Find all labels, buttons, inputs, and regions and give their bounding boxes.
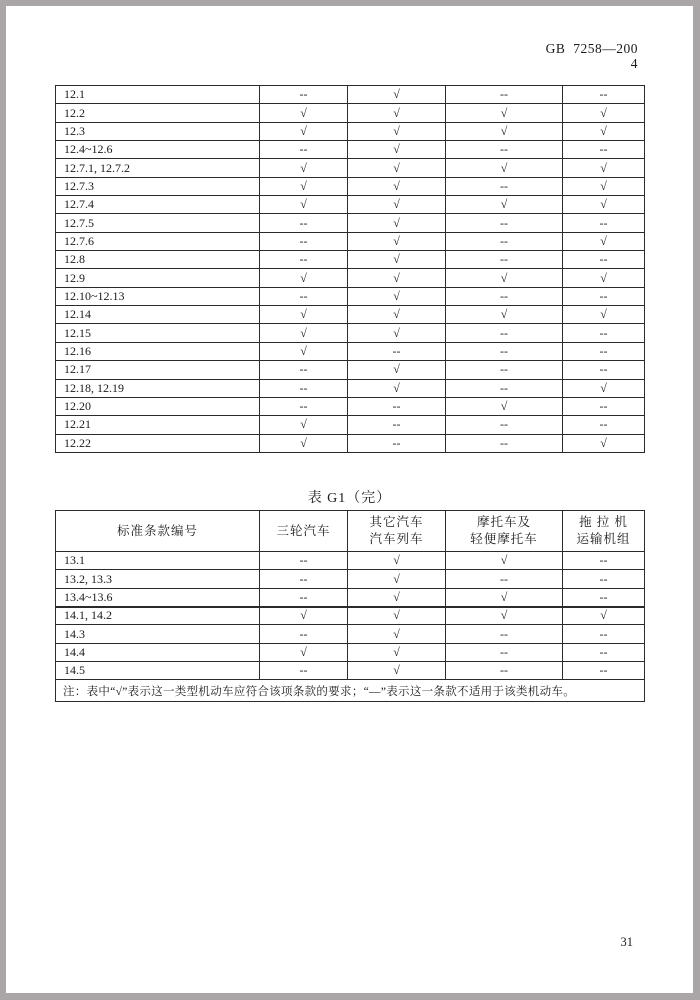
check-mark: √ [260,434,348,452]
check-mark: √ [260,159,348,177]
dash-mark: -- [446,287,563,305]
table-g1-final-title: 表 G1（完） [307,491,392,506]
table-row [56,379,645,397]
table-row [56,552,645,570]
clause-number: 12.7.3 [56,177,260,195]
col-header-three-wheeled-vehicle: 三轮汽车 [260,511,348,552]
dash-mark: -- [563,361,645,379]
clause-number: 12.18, 12.19 [56,379,260,397]
dash-mark: -- [260,361,348,379]
check-mark: √ [446,159,563,177]
dash-mark: -- [260,214,348,232]
check-mark: √ [260,416,348,434]
table-row [56,104,645,122]
clause-number: 12.10~12.13 [56,287,260,305]
clause-number: 12.17 [56,361,260,379]
table-row [56,324,645,342]
dash-mark: -- [446,214,563,232]
table-row [56,159,645,177]
table-row [56,361,645,379]
check-mark: √ [348,361,446,379]
table-row [56,397,645,415]
check-mark: √ [563,434,645,452]
clause-number: 14.4 [56,643,260,661]
table-g1-final [55,510,645,702]
dash-mark: -- [446,86,563,104]
table-row [56,269,645,287]
dash-mark: -- [563,287,645,305]
table-row [56,141,645,159]
dash-mark: -- [563,342,645,360]
check-mark: √ [260,196,348,214]
check-mark: √ [348,177,446,195]
page-number: 31 [620,935,633,949]
standard-code-header [546,41,638,71]
dash-mark: -- [563,625,645,643]
table-row [56,607,645,625]
table-row [56,306,645,324]
table-row [56,625,645,643]
clause-number: 13.2, 13.3 [56,570,260,588]
dash-mark: -- [446,361,563,379]
dash-mark: -- [348,397,446,415]
standard-code-line1: GB 7258—200 [545,41,638,56]
check-mark: √ [260,177,348,195]
check-mark: √ [260,324,348,342]
check-mark: √ [348,552,446,570]
col-header-clause-number: 标准条款编号 [56,511,260,552]
table-g1-continued-wrap [55,85,645,453]
dash-mark: -- [260,397,348,415]
table-note-row [56,680,645,702]
check-mark: √ [563,306,645,324]
check-mark: √ [563,159,645,177]
table-row [56,643,645,661]
check-mark: √ [563,379,645,397]
check-mark: √ [348,232,446,250]
dash-mark: -- [563,86,645,104]
check-mark: √ [446,607,563,625]
dash-mark: -- [563,416,645,434]
dash-mark: -- [260,662,348,680]
dash-mark: -- [563,324,645,342]
check-mark: √ [446,104,563,122]
check-mark: √ [348,643,446,661]
clause-number: 12.22 [56,434,260,452]
dash-mark: -- [563,552,645,570]
dash-mark: -- [446,141,563,159]
dash-mark: -- [260,379,348,397]
dash-mark: -- [563,251,645,269]
clause-number: 12.15 [56,324,260,342]
check-mark: √ [348,141,446,159]
check-mark: √ [348,306,446,324]
clause-number: 13.4~13.6 [56,588,260,606]
dash-mark: -- [563,588,645,606]
check-mark: √ [348,86,446,104]
col-header-motorcycles: 摩托车及 轻便摩托车 [446,511,563,552]
clause-number: 12.21 [56,416,260,434]
check-mark: √ [348,607,446,625]
check-mark: √ [348,379,446,397]
document-page [6,6,693,993]
dash-mark: -- [446,416,563,434]
dash-mark: -- [446,570,563,588]
table-g1-continued [55,85,645,453]
check-mark: √ [563,232,645,250]
table-row [56,434,645,452]
table-row [56,177,645,195]
table1-body [56,86,645,453]
clause-number: 12.7.1, 12.7.2 [56,159,260,177]
clause-number: 12.7.6 [56,232,260,250]
dash-mark: -- [348,416,446,434]
dash-mark: -- [446,434,563,452]
dash-mark: -- [348,342,446,360]
table-g1-final-wrap [55,510,645,702]
dash-mark: -- [260,625,348,643]
check-mark: √ [446,196,563,214]
dash-mark: -- [446,662,563,680]
check-mark: √ [446,397,563,415]
dash-mark: -- [563,397,645,415]
clause-number: 14.1, 14.2 [56,607,260,625]
dash-mark: -- [446,643,563,661]
check-mark: √ [348,324,446,342]
check-mark: √ [348,570,446,588]
col-header-other-vehicles: 其它汽车 汽车列车 [348,511,446,552]
standard-code-line2: 4 [630,56,638,71]
table-row [56,416,645,434]
check-mark: √ [260,269,348,287]
dash-mark: -- [446,625,563,643]
dash-mark: -- [260,232,348,250]
check-mark: √ [348,287,446,305]
clause-number: 12.16 [56,342,260,360]
dash-mark: -- [563,570,645,588]
check-mark: √ [260,306,348,324]
check-mark: √ [348,625,446,643]
dash-mark: -- [260,86,348,104]
check-mark: √ [446,552,563,570]
check-mark: √ [446,588,563,606]
clause-number: 12.9 [56,269,260,287]
clause-number: 13.1 [56,552,260,570]
dash-mark: -- [563,643,645,661]
check-mark: √ [260,122,348,140]
table-row [56,122,645,140]
check-mark: √ [260,607,348,625]
dash-mark: -- [260,251,348,269]
check-mark: √ [260,342,348,360]
table-header-row [56,511,645,552]
check-mark: √ [348,269,446,287]
check-mark: √ [563,122,645,140]
clause-number: 12.7.5 [56,214,260,232]
clause-number: 12.8 [56,251,260,269]
clause-number: 12.7.4 [56,196,260,214]
check-mark: √ [348,104,446,122]
col-header-tractor-units: 拖 拉 机 运输机组 [563,511,645,552]
dash-mark: -- [446,177,563,195]
dash-mark: -- [260,287,348,305]
dash-mark: -- [446,232,563,250]
clause-number: 12.20 [56,397,260,415]
check-mark: √ [260,104,348,122]
table-row [56,287,645,305]
check-mark: √ [563,607,645,625]
table-note: 注：表中“√”表示这一类型机动车应符合该项条款的要求；“—”表示这一条款不适用于该类机动车。 [56,680,645,702]
check-mark: √ [446,306,563,324]
dash-mark: -- [563,141,645,159]
dash-mark: -- [260,588,348,606]
clause-number: 12.1 [56,86,260,104]
clause-number: 14.5 [56,662,260,680]
dash-mark: -- [446,324,563,342]
table-row [56,196,645,214]
dash-mark: -- [563,214,645,232]
check-mark: √ [563,177,645,195]
table-row [56,588,645,606]
clause-number: 12.3 [56,122,260,140]
check-mark: √ [348,251,446,269]
clause-number: 12.4~12.6 [56,141,260,159]
dash-mark: -- [446,251,563,269]
check-mark: √ [348,588,446,606]
check-mark: √ [446,122,563,140]
check-mark: √ [563,196,645,214]
dash-mark: -- [260,570,348,588]
clause-number: 12.14 [56,306,260,324]
check-mark: √ [348,214,446,232]
dash-mark: -- [446,379,563,397]
dash-mark: -- [260,141,348,159]
check-mark: √ [563,104,645,122]
table-row [56,214,645,232]
check-mark: √ [260,643,348,661]
check-mark: √ [348,196,446,214]
table-row [56,342,645,360]
dash-mark: -- [348,434,446,452]
clause-number: 14.3 [56,625,260,643]
clause-number: 12.2 [56,104,260,122]
dash-mark: -- [563,662,645,680]
table-row [56,251,645,269]
table2-body [56,552,645,680]
table-row [56,570,645,588]
check-mark: √ [348,159,446,177]
table-row [56,232,645,250]
table-row [56,86,645,104]
check-mark: √ [446,269,563,287]
check-mark: √ [348,662,446,680]
check-mark: √ [563,269,645,287]
dash-mark: -- [260,552,348,570]
table-row [56,662,645,680]
dash-mark: -- [446,342,563,360]
check-mark: √ [348,122,446,140]
